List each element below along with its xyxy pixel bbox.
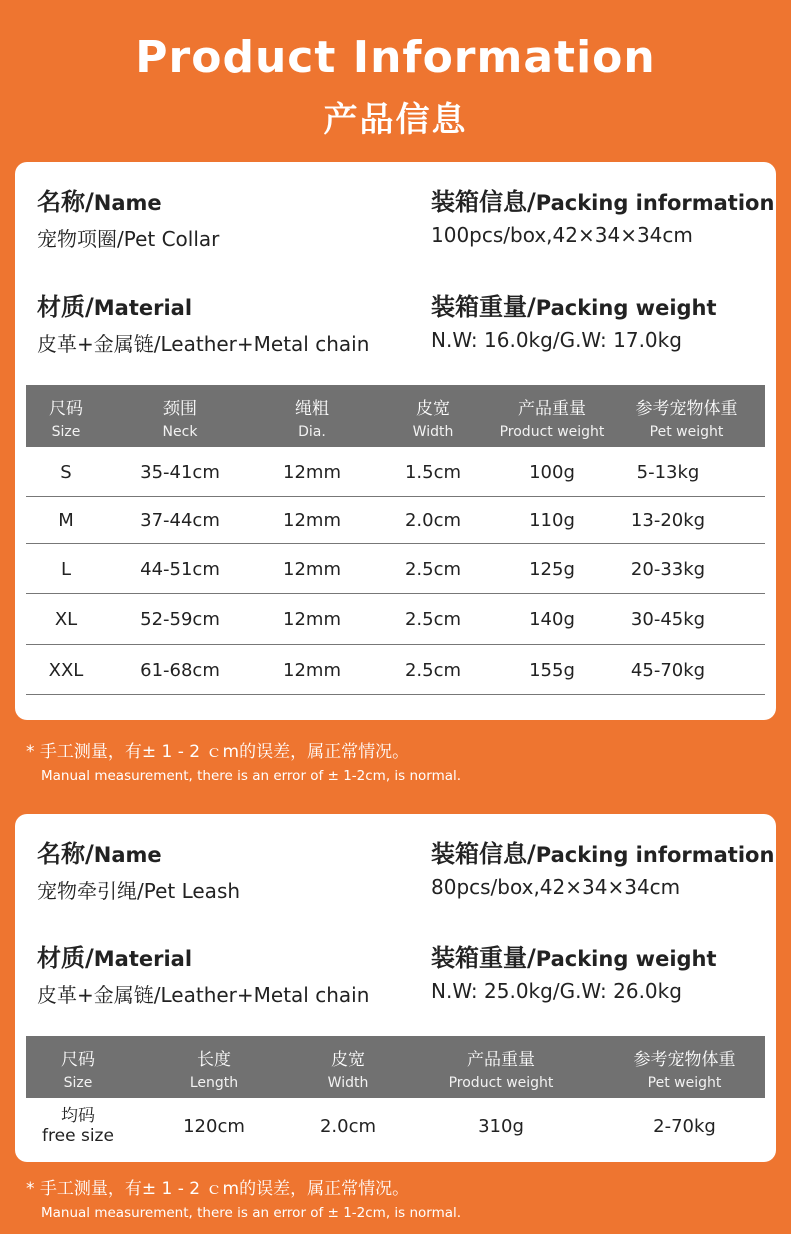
cell-dia: 12mm <box>283 510 341 531</box>
measurement-note <box>26 1174 461 1221</box>
measurement-note <box>26 737 461 784</box>
leash-packing-weight-heading: 装箱重量/Packing weight <box>431 944 717 972</box>
leash-name-heading: 名称/Name <box>37 840 162 868</box>
collar-name-value: 宠物项圈/Pet Collar <box>37 227 220 251</box>
leash-col-product-weight: 产品重量 Product weight <box>448 1050 554 1091</box>
table-row <box>26 544 765 594</box>
cell-pet-weight: 5-13kg <box>636 461 700 483</box>
cell-dia: 12mm <box>283 461 341 483</box>
leash-packing-info-heading: 装箱信息/Packing information <box>431 840 775 868</box>
table-row <box>26 497 765 544</box>
cell-neck: 35-41cm <box>140 461 220 483</box>
collar-packing-weight-heading: 装箱重量/Packing weight <box>431 293 717 321</box>
table-row <box>26 1098 765 1154</box>
cell-product-weight: 310g <box>478 1115 524 1137</box>
leash-packing-info-block <box>431 834 774 899</box>
cell-product-weight: 140g <box>529 609 575 630</box>
cell-size-en: free size <box>42 1126 114 1146</box>
table-row <box>26 447 765 497</box>
note-en: Manual measurement, there is an error of ± 1-2cm, is normal. <box>41 768 462 784</box>
cell-pet-weight: 30-45kg <box>630 609 706 630</box>
cell-width: 2.5cm <box>404 558 462 580</box>
cell-dia: 12mm <box>283 659 341 681</box>
collar-col-size: 尺码 Size <box>49 399 83 440</box>
note-cn: * 手工测量，有± 1 - 2 ｃm的误差，属正常情况。 <box>26 1179 410 1199</box>
cell-product-weight: 125g <box>529 558 575 580</box>
cell-neck: 61-68cm <box>140 659 220 681</box>
cell-size-cn: 均码 <box>61 1105 95 1126</box>
leash-material-block <box>37 938 369 1008</box>
cell-size <box>26 1098 130 1154</box>
leash-size-table <box>26 1036 765 1154</box>
collar-col-width: 皮宽 Width <box>412 399 454 440</box>
cell-size: S <box>60 461 72 483</box>
note-cn: * 手工测量，有± 1 - 2 ｃm的误差，属正常情况。 <box>26 742 410 762</box>
collar-packing-info-heading: 装箱信息/Packing information <box>431 188 775 216</box>
cell-neck: 52-59cm <box>140 609 220 630</box>
cell-pet-weight: 2-70kg <box>653 1115 716 1137</box>
cell-dia: 12mm <box>283 558 341 580</box>
page-title: Product Information <box>135 32 656 83</box>
note-en: Manual measurement, there is an error of ± 1-2cm, is normal. <box>41 1205 462 1221</box>
cell-pet-weight: 13-20kg <box>630 510 706 531</box>
collar-info-card <box>15 162 776 720</box>
cell-product-weight: 155g <box>529 659 575 681</box>
cell-dia: 12mm <box>283 609 341 630</box>
leash-packing-weight-block <box>431 938 717 1003</box>
collar-col-dia: 绳粗 Dia. <box>295 399 329 440</box>
leash-col-length: 长度 Length <box>189 1050 239 1091</box>
cell-product-weight: 100g <box>529 461 575 483</box>
collar-table-header <box>26 385 765 447</box>
cell-neck: 44-51cm <box>140 558 220 580</box>
leash-col-pet-weight: 参考宠物体重 Pet weight <box>633 1050 736 1091</box>
leash-material-heading: 材质/Material <box>37 944 193 972</box>
leash-info-card <box>15 814 776 1162</box>
collar-col-neck: 颈围 Neck <box>162 399 198 440</box>
leash-packing-info-value: 80pcs/box,42×34×34cm <box>431 875 681 899</box>
cell-size: M <box>58 510 74 531</box>
cell-width: 2.5cm <box>404 609 462 630</box>
leash-packing-weight-value: N.W: 25.0kg/G.W: 26.0kg <box>431 979 682 1003</box>
collar-name-block <box>37 182 219 252</box>
collar-material-value: 皮革+金属链/Leather+Metal chain <box>37 332 370 356</box>
cell-size: XXL <box>48 659 84 681</box>
collar-material-heading: 材质/Material <box>37 293 193 321</box>
leash-col-size: 尺码 Size <box>61 1050 95 1091</box>
cell-pet-weight: 20-33kg <box>630 558 706 580</box>
collar-packing-weight-block <box>431 287 717 352</box>
cell-length: 120cm <box>183 1115 245 1137</box>
leash-name-block <box>37 834 240 904</box>
leash-name-value: 宠物牵引绳/Pet Leash <box>37 879 241 903</box>
collar-material-block <box>37 287 369 357</box>
leash-material-value: 皮革+金属链/Leather+Metal chain <box>37 983 370 1007</box>
cell-neck: 37-44cm <box>140 510 220 531</box>
cell-width: 2.0cm <box>319 1115 377 1137</box>
cell-width: 2.5cm <box>404 659 462 681</box>
collar-col-pet-weight: 参考宠物体重 Pet weight <box>635 399 738 440</box>
cell-pet-weight: 45-70kg <box>630 659 706 681</box>
page-title-cn: 产品信息 <box>323 100 468 140</box>
cell-size: L <box>60 558 72 580</box>
leash-col-width: 皮宽 Width <box>327 1050 369 1091</box>
cell-product-weight: 110g <box>529 510 575 531</box>
collar-packing-info-block <box>431 182 774 247</box>
table-row <box>26 594 765 645</box>
collar-col-product-weight: 产品重量 Product weight <box>499 399 605 440</box>
table-row <box>26 645 765 695</box>
collar-packing-weight-value: N.W: 16.0kg/G.W: 17.0kg <box>431 328 682 352</box>
collar-name-heading: 名称/Name <box>37 188 162 216</box>
cell-width: 1.5cm <box>404 461 462 483</box>
leash-table-header <box>26 1036 765 1098</box>
collar-packing-info-value: 100pcs/box,42×34×34cm <box>431 223 693 247</box>
collar-size-table <box>26 385 765 697</box>
cell-width: 2.0cm <box>404 510 462 531</box>
cell-size: XL <box>54 609 78 630</box>
